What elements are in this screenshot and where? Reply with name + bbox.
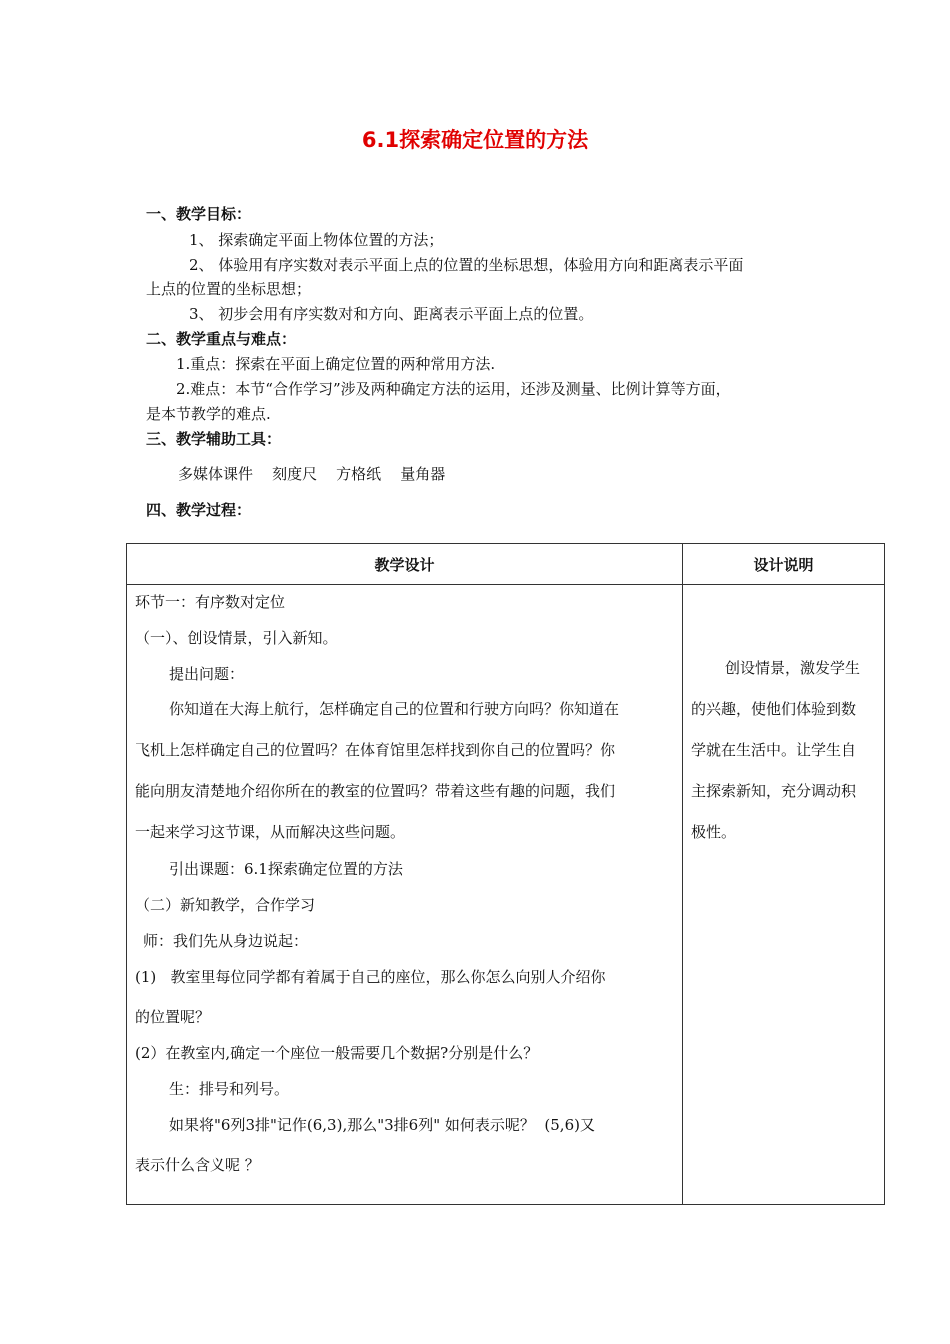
objective-item: 3、 初步会用有序实数对和方向、距离表示平面上点的位置。 xyxy=(189,305,594,323)
design-line: 引出课题：6.1探索确定位置的方法 xyxy=(169,860,403,878)
notes-line: 的兴趣，使他们体验到数 xyxy=(691,700,857,718)
keypoint-item: 2.难点：本节“合作学习”涉及两种确定方法的运用，还涉及测量、比例计算等方面， xyxy=(176,380,731,398)
section-heading-process: 四、教学过程： xyxy=(146,501,252,519)
keypoint-item: 是本节教学的难点. xyxy=(146,405,271,423)
design-line: 环节一：有序数对定位 xyxy=(135,593,286,611)
tools-list: 多媒体课件 刻度尺 方格纸 量角器 xyxy=(178,465,446,483)
table-header-design: 教学设计 xyxy=(127,544,683,585)
objective-item: 2、 体验用有序实数对表示平面上点的位置的坐标思想，体验用方向和距离表示平面 xyxy=(189,256,744,274)
design-line: 师：我们先从身边说起： xyxy=(143,932,309,950)
table-header-notes: 设计说明 xyxy=(683,544,885,585)
design-cell xyxy=(127,585,683,1205)
section-heading-objectives: 一、教学目标： xyxy=(146,205,252,223)
design-line: 你知道在大海上航行，怎样确定自己的位置和行驶方向吗？你知道在 xyxy=(169,700,620,718)
notes-line: 学就在生活中。让学生自 xyxy=(691,741,857,759)
page-title: 6.1探索确定位置的方法 xyxy=(361,128,589,152)
keypoint-item: 1.重点：探索在平面上确定位置的两种常用方法. xyxy=(176,355,496,373)
design-line: 的位置呢？ xyxy=(135,1008,211,1026)
design-line: （一）、创设情景，引入新知。 xyxy=(135,629,338,647)
design-line: 飞机上怎样确定自己的位置吗？在体育馆里怎样找到你自己的位置吗？你 xyxy=(135,741,616,759)
design-line: (1) 教室里每位同学都有着属于自己的座位，那么你怎么向别人介绍你 xyxy=(135,968,606,986)
design-line: 如果将"6列3排"记作(6,3),那么"3排6列" 如何表示呢？ (5,6)又 xyxy=(169,1116,595,1134)
notes-cell xyxy=(683,585,885,1205)
notes-line: 极性。 xyxy=(691,823,737,841)
objective-item: 1、 探索确定平面上物体位置的方法； xyxy=(189,231,444,249)
design-line: 一起来学习这节课，从而解决这些问题。 xyxy=(135,823,406,841)
design-line: 生：排号和列号。 xyxy=(169,1080,290,1098)
design-line: （二）新知教学，合作学习 xyxy=(135,896,316,914)
notes-line: 创设情景，激发学生 xyxy=(725,659,861,677)
objective-item: 上点的位置的坐标思想； xyxy=(146,280,312,298)
teaching-process-table xyxy=(126,543,885,1205)
section-heading-tools: 三、教学辅助工具： xyxy=(146,430,282,448)
section-heading-keypoints: 二、教学重点与难点： xyxy=(146,330,297,348)
design-line: 能向朋友清楚地介绍你所在的教室的位置吗？带着这些有趣的问题，我们 xyxy=(135,782,616,800)
notes-line: 主探索新知，充分调动积 xyxy=(691,782,857,800)
design-line: 提出问题： xyxy=(169,665,245,683)
design-line: 表示什么含义呢 ？ xyxy=(135,1156,260,1174)
design-line: (2）在教室内,确定一个座位一般需要几个数据?分别是什么？ xyxy=(135,1044,539,1062)
